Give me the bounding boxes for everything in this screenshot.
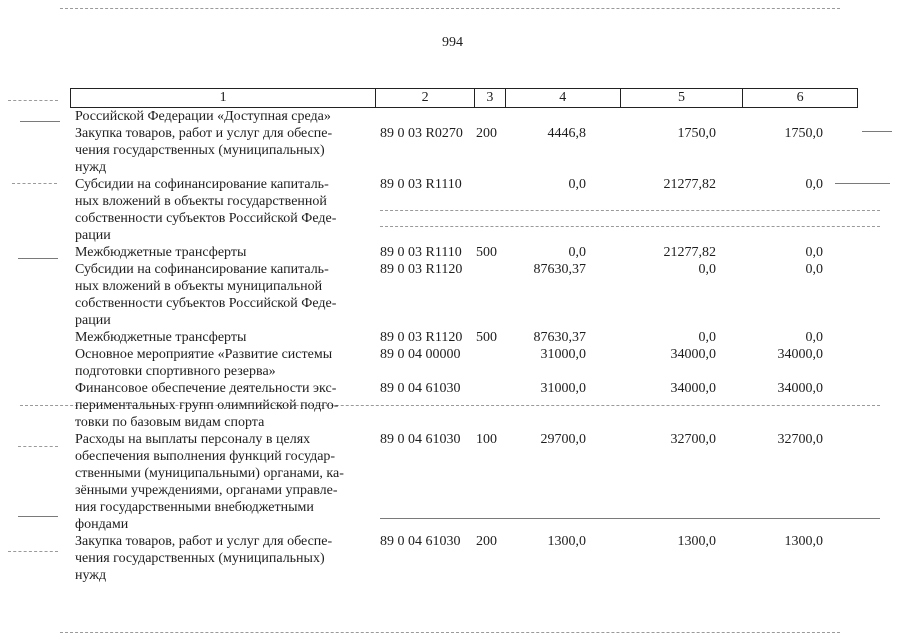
amount-col-5: 1750,0 (677, 126, 716, 141)
expense-name-line: чения государственных (муниципальных) (75, 143, 325, 158)
table-row (70, 346, 858, 380)
budget-code: 89 0 03 R1120 (380, 330, 463, 345)
expense-name-line: товки по базовым видам спорта (75, 415, 265, 430)
amount-col-6: 32700,0 (777, 432, 823, 447)
expense-name-line: собственности субъектов Российской Феде- (75, 211, 337, 226)
amount-col-4: 0,0 (568, 245, 586, 260)
amount-col-6: 34000,0 (777, 381, 823, 396)
expense-name (70, 244, 376, 261)
expense-name-line: рации (75, 228, 111, 243)
amount-col-4 (506, 108, 621, 125)
budget-code: 89 0 04 61030 (380, 534, 461, 549)
expense-name-line: Субсидии на софинансирование капиталь- (75, 262, 329, 277)
expense-name (70, 380, 376, 431)
amount-col-5: 34000,0 (670, 381, 716, 396)
amount-col-6: 0,0 (805, 262, 823, 277)
amount-col-4: 31000,0 (540, 347, 586, 362)
expense-type: 200 (476, 534, 497, 549)
expense-type: 200 (476, 126, 497, 141)
column-header-6: 6 (796, 90, 804, 105)
expense-name (70, 176, 376, 244)
budget-table (70, 88, 858, 584)
table-row (70, 533, 858, 584)
amount-col-6: 0,0 (805, 245, 823, 260)
expense-name-line: ных вложений в объекты муниципальной (75, 279, 323, 294)
expense-name-line: Основное мероприятие «Развитие системы (75, 347, 333, 362)
amount-col-4: 1300,0 (547, 534, 586, 549)
budget-code: 89 0 03 R1110 (380, 245, 462, 260)
table-row (70, 380, 858, 431)
amount-col-6: 1300,0 (784, 534, 823, 549)
expense-name-line: обеспечения выполнения функций государ- (75, 449, 336, 464)
expense-name-line: нужд (75, 568, 107, 583)
column-header-4: 4 (506, 89, 621, 107)
amount-col-5 (621, 108, 744, 125)
expense-name (70, 346, 376, 380)
expense-type (475, 261, 506, 329)
expense-name-line: фондами (75, 517, 129, 532)
expense-name-line: собственности субъектов Российской Феде- (75, 296, 337, 311)
expense-name-line: ния государственными внебюджетными (75, 500, 314, 515)
expense-type (475, 380, 506, 431)
expense-name-line: периментальных групп олимпийской подго- (75, 398, 339, 413)
table-body (70, 108, 858, 584)
expense-name (70, 431, 376, 533)
expense-name-line: Закупка товаров, работ и услуг для обеспе- (75, 126, 333, 141)
amount-col-5: 34000,0 (670, 347, 716, 362)
page-number: 994 (442, 35, 463, 50)
column-header-2: 2 (376, 89, 475, 107)
expense-type: 500 (476, 330, 497, 345)
amount-col-4: 87630,37 (533, 262, 586, 277)
amount-col-5: 1300,0 (677, 534, 716, 549)
table-row (70, 244, 858, 261)
expense-name-line: чения государственных (муниципальных) (75, 551, 325, 566)
table-header (70, 88, 858, 108)
amount-col-6: 1750,0 (784, 126, 823, 141)
expense-name-line: ственными (муниципальными) органами, ка- (75, 466, 344, 481)
amount-col-4: 29700,0 (540, 432, 586, 447)
amount-col-6: 34000,0 (777, 347, 823, 362)
amount-col-4: 87630,37 (533, 330, 586, 345)
budget-code: 89 0 03 R1110 (380, 177, 462, 192)
amount-col-5: 21277,82 (663, 177, 716, 192)
column-header-1: 1 (71, 89, 376, 107)
expense-name (70, 329, 376, 346)
expense-name-line: нужд (75, 160, 107, 175)
expense-name-line: Расходы на выплаты персоналу в целях (75, 432, 311, 447)
budget-code: 89 0 04 00000 (380, 347, 461, 362)
expense-name-line: Межбюджетные трансферты (75, 330, 247, 345)
table-row (70, 108, 858, 125)
budget-code: 89 0 03 R1120 (380, 262, 463, 277)
expense-type (475, 346, 506, 380)
column-header-5: 5 (621, 89, 744, 107)
expense-type: 500 (476, 245, 497, 260)
table-row (70, 261, 858, 329)
expense-name-line: Закупка товаров, работ и услуг для обеспе- (75, 534, 333, 549)
amount-col-6: 0,0 (805, 177, 823, 192)
budget-code: 89 0 04 61030 (380, 381, 461, 396)
budget-code: 89 0 03 R0270 (380, 126, 463, 141)
amount-col-6 (744, 108, 858, 125)
expense-name-line: рации (75, 313, 111, 328)
amount-col-5: 21277,82 (663, 245, 716, 260)
budget-code: 89 0 04 61030 (380, 432, 461, 447)
amount-col-4: 0,0 (568, 177, 586, 192)
expense-name (70, 261, 376, 329)
expense-name-line: Субсидии на софинансирование капиталь- (75, 177, 329, 192)
expense-name-line: зёнными учреждениями, органами управле- (75, 483, 338, 498)
budget-code (376, 108, 475, 125)
amount-col-4: 31000,0 (540, 381, 586, 396)
expense-name (70, 125, 376, 176)
table-row (70, 329, 858, 346)
amount-col-6: 0,0 (805, 330, 823, 345)
table-row (70, 125, 858, 176)
expense-type (475, 176, 506, 244)
amount-col-4: 4446,8 (547, 126, 586, 141)
amount-col-5: 0,0 (698, 262, 716, 277)
amount-col-5: 32700,0 (670, 432, 716, 447)
expense-name-line: Российской Федерации «Доступная среда» (75, 109, 331, 124)
amount-col-5: 0,0 (698, 330, 716, 345)
expense-type: 100 (476, 432, 497, 447)
expense-name-line: ных вложений в объекты государственной (75, 194, 327, 209)
expense-name-line: Финансовое обеспечение деятельности экс- (75, 381, 337, 396)
column-header-3: 3 (475, 89, 506, 107)
expense-type (475, 108, 506, 125)
expense-name (70, 108, 376, 125)
table-row (70, 176, 858, 244)
expense-name-line: Межбюджетные трансферты (75, 245, 247, 260)
table-row (70, 431, 858, 533)
expense-name (70, 533, 376, 584)
expense-name-line: подготовки спортивного резерва» (75, 364, 276, 379)
